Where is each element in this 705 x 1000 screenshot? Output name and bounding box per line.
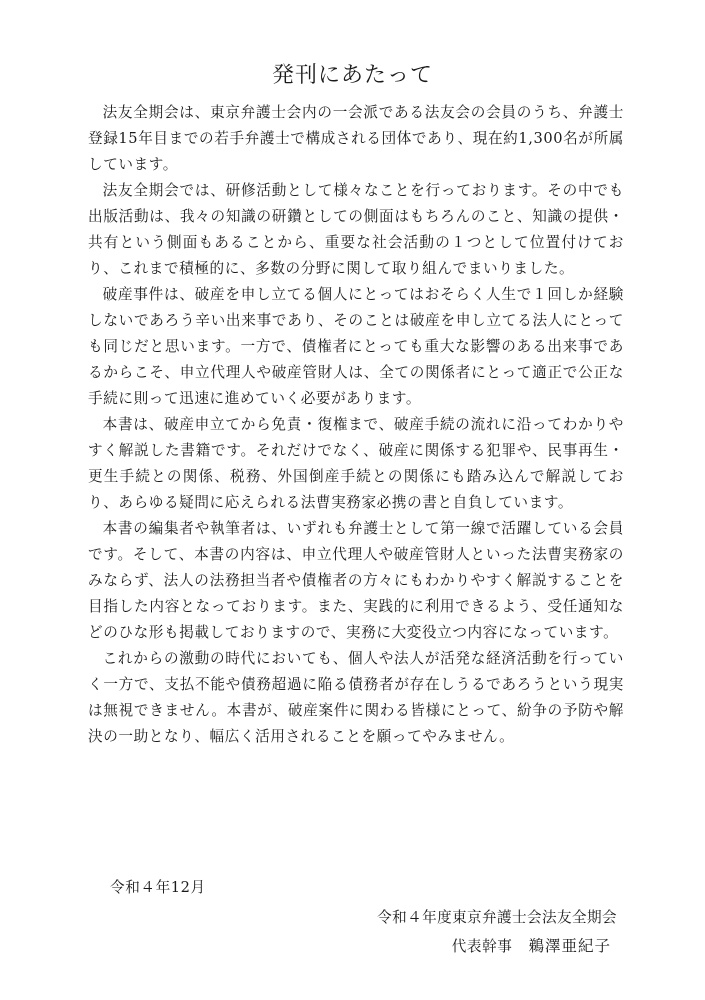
representative-title: 代表幹事 <box>451 938 513 955</box>
paragraph-5: 本書の編集者や執筆者は、いずれも弁護士として第一線で活躍している会員です。そして、本書の内容は、申立代理人や破産管財人といった法曹実務家のみならず、法人の法務担当者や債権者の方々にもわかりやすく解説することを目指した内容となっております。また、実践的に利用できるよう、受任通知などのひな形も掲載しておりますので、実務に大変役立つ内容になっています。 <box>88 520 624 641</box>
paragraph-3: 破産事件は、破産を申し立てる個人にとってはおそらく人生で１回しか経験しないであろう辛い出来事であり、そのことは破産を申し立てる法人にとっても同じだと思います。一方で、債権者にとっても重大な影響のある出来事であるからこそ、申立代理人や破産管財人は、全ての関係者にとって適正で公正な手続に則って迅速に進めていく必要があります。 <box>88 286 624 407</box>
document-body <box>88 100 624 750</box>
paragraph-4: 本書は、破産申立てから免責・復権まで、破産手続の流れに沿ってわかりやすく解説した書籍です。それだけでなく、破産に関係する犯罪や、民事再生・更生手続との関係、税務、外国倒産手続との関係にも踏み込んで解説しており、あらゆる疑問に応えられる法曹実務家必携の書と自負しています。 <box>88 416 624 511</box>
issue-date: 令和４年12月 <box>110 879 206 896</box>
page-title: 発刊にあたって <box>271 63 433 88</box>
representative-name: 鵜澤亜紀子 <box>528 937 611 955</box>
paragraph-6: これからの激動の時代においても、個人や法人が活発な経済活動を行っていく一方で、支払不能や債務超過に陥る債務者が存在しうるであろうという現実は無視できません。本書が、破産案件に関わる皆様にとって、紛争の予防や解決の一助となり、幅広く活用されることを願ってやみません。 <box>88 650 624 745</box>
representative-line <box>452 934 611 956</box>
paragraph-2: 法友全期会では、研修活動として様々なことを行っております。その中でも出版活動は、我々の知識の研鑽としての側面はもちろんのこと、知識の提供・共有という側面もあることから、重要な社会活動の１つとして位置付けており、これまで積極的に、多数の分野に関して取り組んでまいりました。 <box>88 182 624 277</box>
organization-name: 令和４年度東京弁護士会法友全期会 <box>377 909 617 926</box>
paragraph-1: 法友全期会は、東京弁護士会内の一会派である法友会の会員のうち、弁護士登録15年目までの若手弁護士で構成される団体であり、現在約1,300名が所属しています。 <box>88 104 624 173</box>
